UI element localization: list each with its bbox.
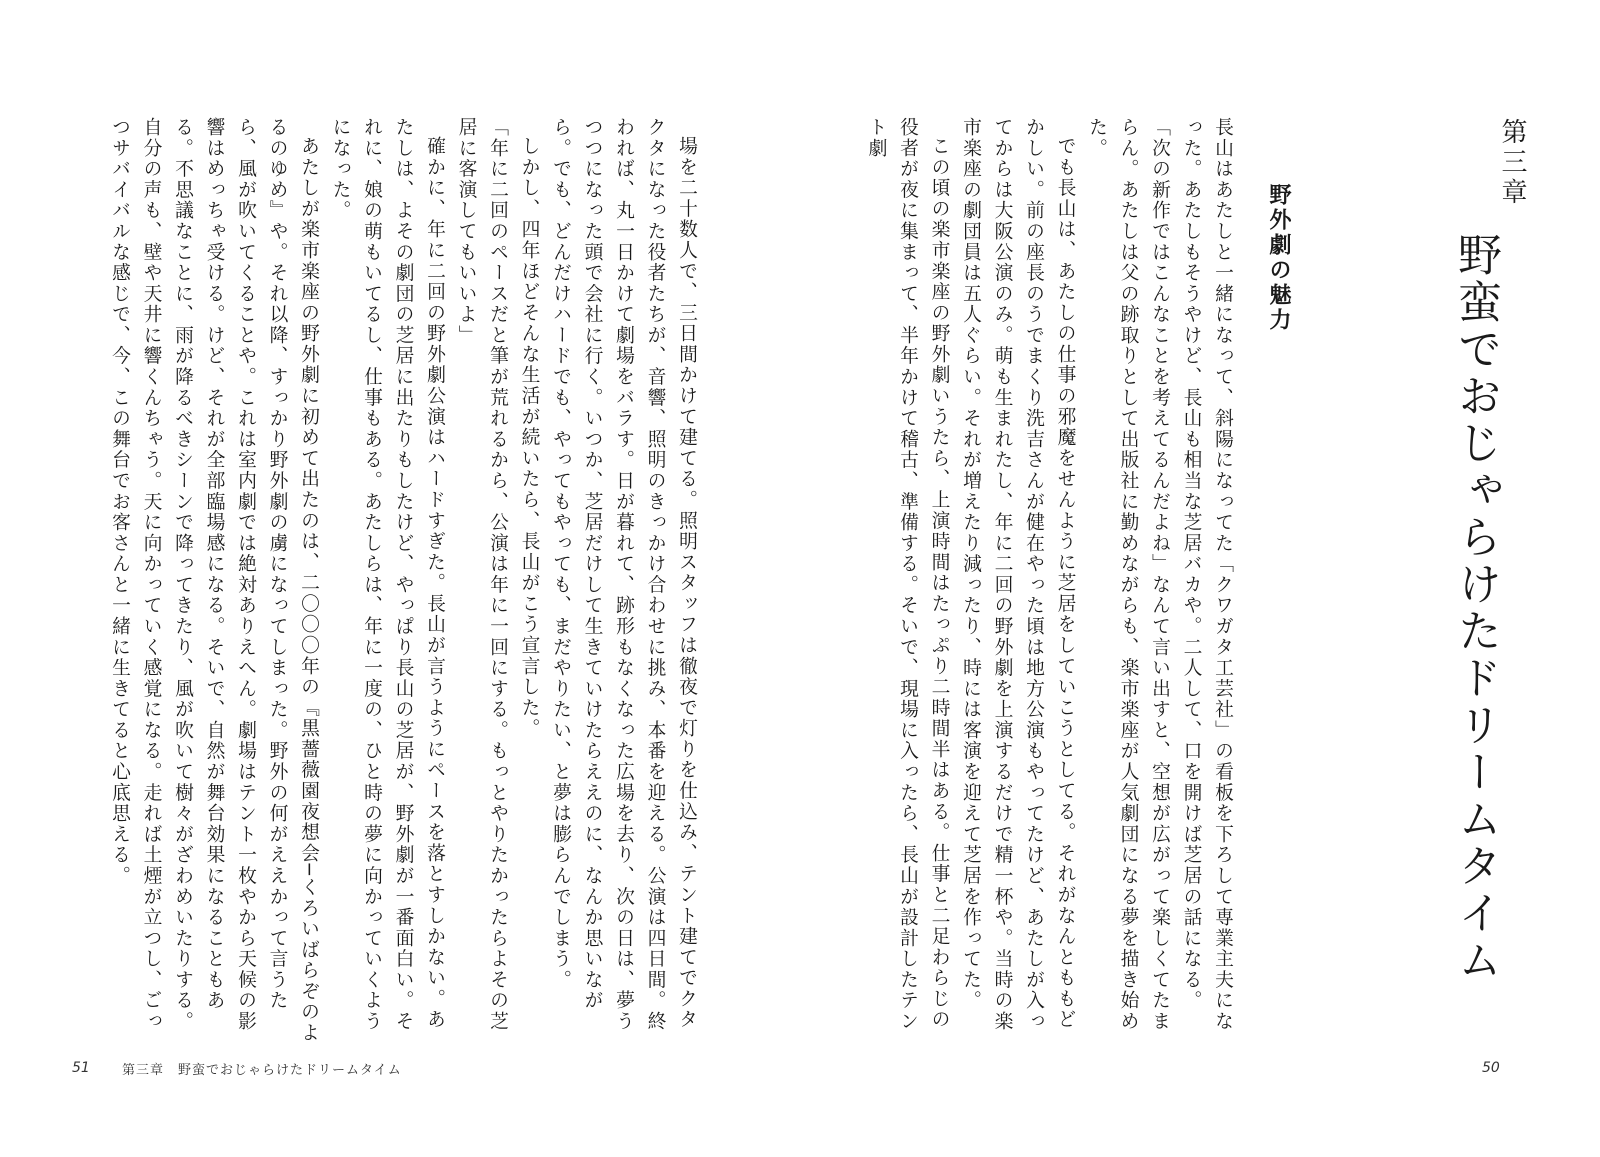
page-number-left: 51 — [72, 1060, 90, 1076]
chapter-label: 第三章 — [1497, 118, 1527, 208]
body-paragraph: この頃の楽市楽座の野外劇いうたら、上演時間はたっぷり二時間半はある。仕事と二足わらじの役者が夜に集まって、半年かけて稽古、準備する。そいで、現場に入ったら、長山が設計したテント劇 — [865, 117, 950, 1032]
body-paragraph: 長山はあたしと一緒になって、斜陽になってた「クワガタ工芸社」の看板を下ろして専業主夫になった。あたしもそうやけど、長山も相当な芝居バカや。二人して、口を開けば芝居の話になる。 — [1180, 117, 1233, 1032]
right-page-body — [865, 117, 1238, 1047]
body-paragraph: でも長山は、あたしの仕事の邪魔をせんように芝居をしていこうとしてる。それがなんとももどかしい。前の座長のうでまくり洗吉さんが健在やった頃は地方公演もやってたけど、あたしが入ってからは大阪公演のみ。萌も生まれたし、年に二回の野外劇を上演するだけで精一杯や。当時の楽市楽座の劇団員は五人ぐらい。それが増えたり減ったり、時には客演を迎えて芝居を作ってた。 — [960, 117, 1076, 1032]
body-paragraph: 「次の新作ではこんなことを考えてるんだよね」なんて言い出すと、空想が広がって楽しくてたまらん。あたしは父の跡取りとして出版社に勤めながらも、楽市楽座が人気劇団になる夢を描き始めた。 — [1086, 117, 1170, 1032]
body-paragraph: 場を二十数人で、三日間かけて建てる。照明スタッフは徹夜で灯りを仕込み、テント建てでクタクタになった役者たちが、音響、照明のきっかけ合わせに挑み、本番を迎える。公演は四日間。終われば、丸一日かけて劇場をバラす。日が暮れて、跡形もなくなった広場を去り、次の日は、夢うつつになった頭で会社に行く。いつか、芝居だけして生きていけたらええのに、なんか思いながら。でも、どんだけハードでも、やってもやっても、まだやりたい、と夢は膨らんでしまう。 — [550, 117, 697, 1032]
body-paragraph: 確かに、年に二回の野外劇公演はハードすぎた。長山が言うようにペースを落とすしかない。あたしは、よその劇団の芝居に出たりもしたけど、やっぱり長山の芝居が、野外劇が一番面白い。それに、娘の萌もいてるし、仕事もある。あたしらは、年に一度の、ひと時の夢に向かっていくようになった。 — [329, 117, 445, 1032]
chapter-title: 野蛮でおじゃらけたドリームタイム — [1450, 232, 1501, 984]
body-paragraph: しかし、四年ほどそんな生活が続いたら、長山がこう宣言した。 — [518, 135, 540, 739]
body-paragraph: あたしが楽市楽座の野外劇に初めて出たのは、二〇〇〇年の『黒薔薇園夜想会─くろいばらぞのよるのゆめ』や。それ以降、すっかり野外劇の虜になってしまった。野外の何がええかって言うたら、風が吹いてくることや。これは室内劇では絶対ありえへん。劇場はテント一枚やから天候の影響はめっちゃ受ける。けど、それが全部臨場感になる。そいで、自然が舞台効果になることもある。不思議なことに、雨が降るべきシーンで降ってきたり、風が吹いて樹々がざわめいたりする。自分の声も、壁や天井に響くんちゃう。天に向かっていく感覚になる。走れば土煙が立つし、ごっつサバイバルな感じで、今、この舞台でお客さんと一緒に生きてると心底思える。 — [109, 117, 319, 1044]
page-number-right: 50 — [1482, 1060, 1500, 1076]
running-head: 第三章 野蛮でおじゃらけたドリームタイム — [122, 1063, 402, 1078]
right-page — [800, 0, 1600, 1157]
body-paragraph: 「年に二回のペースだと筆が荒れるから、公演は年に一回にする。もっとやりたかったらよその芝居に客演してもいいよ」 — [455, 117, 508, 1032]
section-title: 野外劇の魅力 — [1266, 183, 1291, 333]
left-page-body — [92, 117, 702, 1047]
